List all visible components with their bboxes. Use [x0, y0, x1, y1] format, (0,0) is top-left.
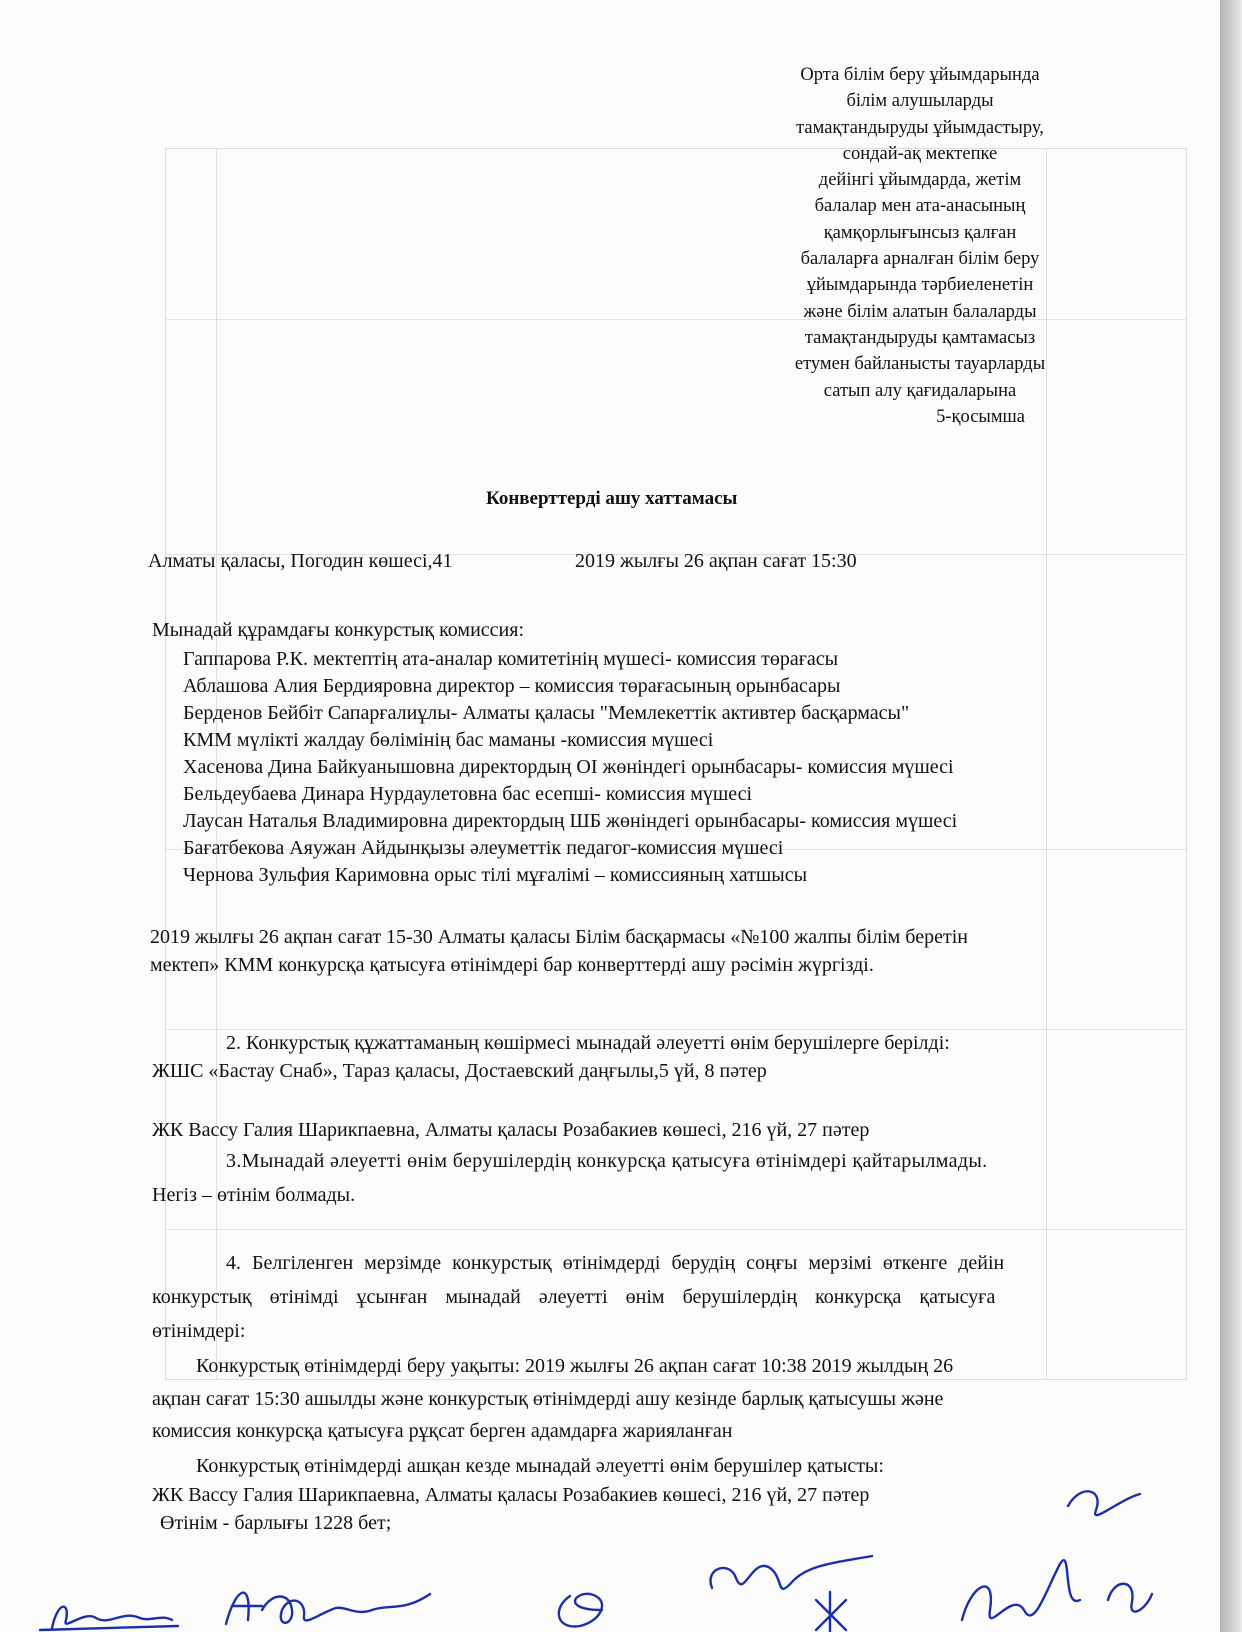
annex-line: білім алушыларды: [846, 91, 994, 112]
annex-line: етумен байланысты тауарларды: [794, 354, 1046, 375]
annex-line: тамақтандыруды қамтамасыз: [804, 327, 1036, 348]
annex-line: балаларға арналған білім беру: [800, 249, 1040, 270]
signature-2: [226, 1593, 430, 1624]
commission-member: Чернова Зульфия Каримовна орыс тілі мұғалімі – комиссияның хатшысы: [183, 864, 808, 886]
commission-member: Берденов Бейбіт Сапарғалиұлы- Алматы қаласы "Мемлекеттік активтер басқармасы": [183, 702, 910, 724]
signatures-row: [0, 1460, 1220, 1632]
commission-member: Бельдеубаева Динара Нурдаулетовна бас есепші- комиссия мүшесі: [183, 783, 753, 805]
signature-3: [559, 1594, 602, 1627]
paragraph-3: Негіз – өтінім болмады.: [152, 1184, 356, 1206]
datetime: 2019 жылғы 26 ақпан сағат 15:30: [575, 550, 857, 572]
location: Алматы қаласы, Погодин көшесі,41: [148, 550, 453, 572]
paragraph-5: комиссия конкурсқа қатысуға рұқсат берген адамдарға жарияланған: [152, 1420, 733, 1442]
annex-line: және білім алатын балаларды: [803, 301, 1037, 322]
annex-header: [785, 62, 1055, 430]
commission-member: КММ мүлікті жалдау бөлімінің бас маманы -комиссия мүшесі: [183, 729, 714, 751]
paragraph-4: 4. Белгіленген мерзімде конкурстық өтінімдерді берудің соңғы мерзімі өткенге дейін: [226, 1252, 1005, 1274]
signature-6: [1068, 1491, 1152, 1611]
paragraph-6: ЖК Вассу Галия Шарикпаевна, Алматы қаласы Розабакиев көшесі, 216 үй, 27 пәтер: [152, 1484, 870, 1506]
annex-line: 5-қосымша: [936, 406, 1025, 427]
commission-member: Хасенова Дина Байкуанышовна директордың ОІ жөніндегі орынбасары- комиссия мүшесі: [183, 756, 954, 778]
commission-member: Бағатбекова Аяужан Айдынқызы әлеуметтік педагог-комиссия мүшесі: [183, 837, 784, 859]
paragraph-1: 2019 жылғы 26 ақпан сағат 15-30 Алматы қаласы Білім басқармасы «№100 жалпы білім беретін: [150, 926, 968, 948]
paragraph-6: Конкурстық өтінімдерді ашқан кезде мынадай әлеуетті өнім берушілер қатысты:: [196, 1455, 884, 1477]
annex-line: тамақтандыруды ұйымдастыру,: [796, 117, 1044, 138]
commission-member: Аблашова Алия Бердияровна директор – комиссия төрағасының орынбасары: [183, 675, 841, 697]
annex-line: сондай-ақ мектепке: [842, 143, 998, 164]
annex-line: қамқорлығынсыз қалған: [823, 222, 1017, 243]
signature-4: [710, 1556, 872, 1632]
commission-intro: Мынадай құрамдағы конкурстық комиссия:: [152, 619, 525, 641]
paragraph-5: ақпан сағат 15:30 ашылды және конкурстық өтінімдерді ашу кезінде барлық қатысушы және: [152, 1388, 944, 1410]
annex-line: сатып алу қағидаларына: [823, 380, 1017, 401]
page-edge-shadow: [1220, 0, 1242, 1632]
paragraph-1: мектеп» КММ конкурсқа қатысуға өтінімдері бар конверттерді ашу рәсімін жүргізді.: [150, 954, 874, 976]
signature-5: [962, 1560, 1080, 1620]
paragraph-6: Өтінім - барлығы 1228 бет;: [160, 1512, 392, 1534]
document-title: Конверттерді ашу хаттамасы: [486, 488, 738, 509]
supplier-line: ЖШС «Бастау Снаб», Тараз қаласы, Достаевский даңғылы,5 үй, 8 пәтер: [152, 1060, 767, 1082]
paragraph-3: 3.Мынадай әлеуетті өнім берушілердің конкурсқа қатысуға өтінімдері қайтарылмады.: [226, 1150, 988, 1172]
paragraph-2: 2. Конкурстық құжаттаманың көшірмесі мынадай әлеуетті өнім берушілерге берілді:: [226, 1032, 950, 1054]
paragraph-4: өтінімдері:: [152, 1320, 246, 1342]
paragraph-4: конкурстық өтінімді ұсынған мынадай әлеуетті өнім берушілердің конкурсқа қатысуға: [152, 1286, 996, 1308]
supplier-line: ЖК Вассу Галия Шарикпаевна, Алматы қаласы Розабакиев көшесі, 216 үй, 27 пәтер: [152, 1119, 870, 1141]
annex-line: Орта білім беру ұйымдарында: [800, 65, 1040, 85]
annex-line: ұйымдарында тәрбиеленетін: [806, 275, 1034, 296]
signature-1: [40, 1607, 178, 1630]
commission-member: Лаусан Наталья Владимировна директордың ШБ жөніндегі орынбасары- комиссия мүшесі: [183, 810, 958, 832]
annex-line: балалар мен ата-анасының: [814, 196, 1026, 217]
commission-member: Гаппарова Р.К. мектептің ата-аналар комитетінің мүшесі- комиссия төрағасы: [183, 648, 839, 670]
annex-line: дейінгі ұйымдарда, жетім: [818, 170, 1022, 191]
paragraph-5: Конкурстық өтінімдерді беру уақыты: 2019 жылғы 26 ақпан сағат 10:38 2019 жылдың 26: [196, 1355, 954, 1377]
